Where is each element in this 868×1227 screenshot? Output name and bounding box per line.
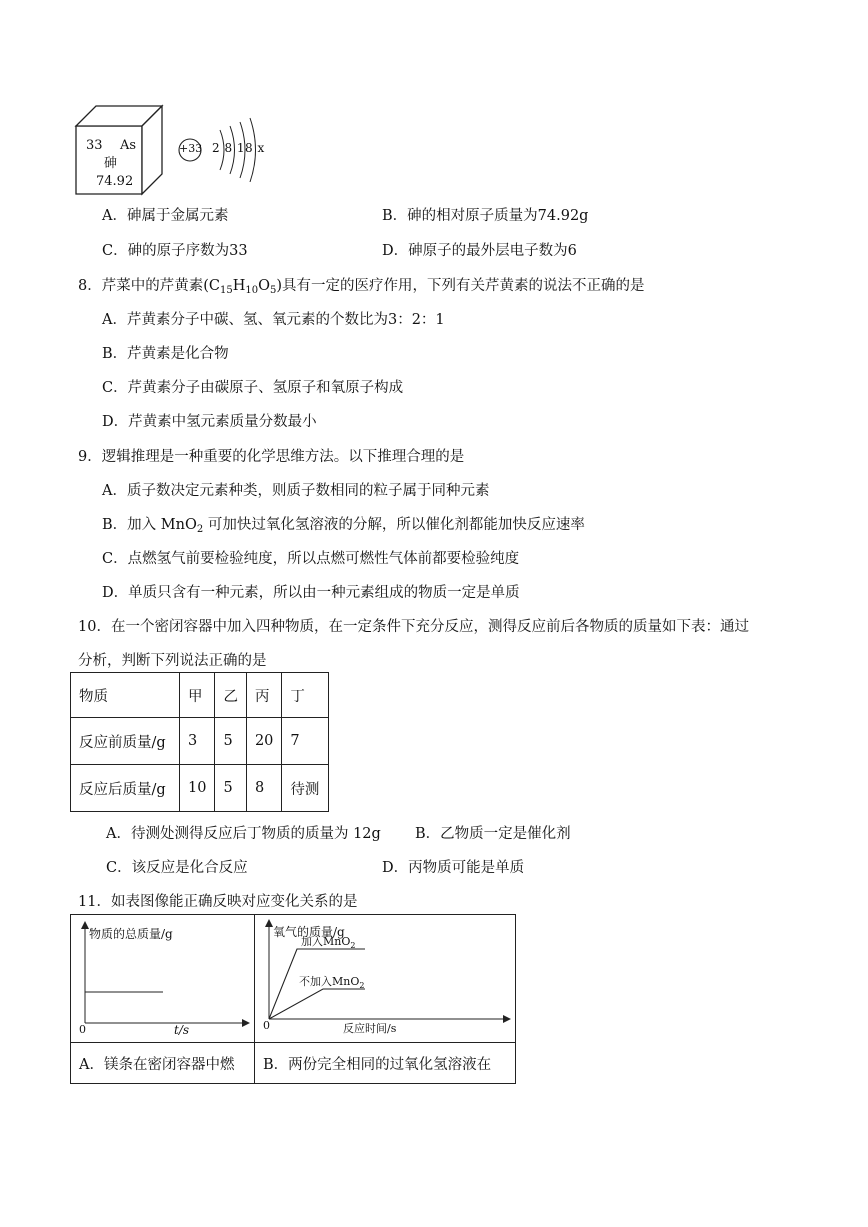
graph-b-label-without-mno2-sub: 2 xyxy=(359,981,365,990)
q9-stem: 9．逻辑推理是一种重要的化学思维方法。以下推理合理的是 xyxy=(78,449,465,465)
q10-option-b: B．乙物质一定是催化剂 xyxy=(415,826,571,842)
table-cell: 3 xyxy=(180,718,215,765)
q8-option-c: C．芹黄素分子由碳原子、氢原子和氧原子构成 xyxy=(102,380,404,396)
table-header-cell: 甲 xyxy=(180,673,215,718)
q10-option-d: D．丙物质可能是单质 xyxy=(382,860,525,876)
q8-option-b: B．芹黄素是化合物 xyxy=(102,346,229,362)
q9-option-b-sub: 2 xyxy=(196,524,204,535)
mass-table xyxy=(70,672,329,812)
table-cell: 8 xyxy=(246,765,281,812)
shell-electrons: 2 8 18 x xyxy=(212,141,265,155)
q8-sub-h: 10 xyxy=(245,285,259,296)
q9-option-a: A．质子数决定元素种类，则质子数相同的粒子属于同种元素 xyxy=(102,483,490,499)
q7-option-a: A．砷属于金属元素 xyxy=(102,208,229,224)
graph-a-origin: 0 xyxy=(79,1023,86,1036)
table-cell: 5 xyxy=(215,765,247,812)
graph-a-xlabel: t/s xyxy=(174,1023,190,1037)
table-header-cell: 物质 xyxy=(71,673,180,718)
q10-stem-line1: 10．在一个密闭容器中加入四种物质，在一定条件下充分反应，测得反应前后各物质的质量如下表：通过 xyxy=(78,619,749,635)
q8-option-a: A．芹黄素分子中碳、氢、氧元素的个数比为3：2：1 xyxy=(102,312,445,328)
q10-stem-line2: 分析，判断下列说法正确的是 xyxy=(78,653,267,669)
graph-b-label-with-mno2-sub: 2 xyxy=(350,941,356,950)
table-row xyxy=(71,765,329,812)
graph-b-line-without-mno2 xyxy=(269,989,365,1019)
table-header-cell: 乙 xyxy=(215,673,247,718)
q11-graph-table xyxy=(70,914,516,1084)
q11-stem: 11．如表图像能正确反映对应变化关系的是 xyxy=(78,894,358,910)
q7-option-b: B．砷的相对原子质量为74.92g xyxy=(382,208,589,224)
table-cell: 反应后质量/g xyxy=(71,765,180,812)
q9-option-d: D．单质只含有一种元素，所以由一种元素组成的物质一定是单质 xyxy=(102,585,520,601)
table-header-cell: 丙 xyxy=(246,673,281,718)
table-header-cell: 丁 xyxy=(282,673,329,718)
element-card xyxy=(74,104,164,196)
table-cell: 10 xyxy=(180,765,215,812)
graph-b-caption: B．两份完全相同的过氧化氢溶液在 xyxy=(255,1043,516,1084)
graph-a-caption: A．镁条在密闭容器中燃 xyxy=(71,1043,255,1084)
graph-row xyxy=(71,915,516,1043)
q9-option-c: C．点燃氢气前要检验纯度，所以点燃可燃性气体前都要检验纯度 xyxy=(102,551,520,567)
q7-option-c: C．砷的原子序数为33 xyxy=(102,243,248,259)
q8-sub-o: 5 xyxy=(270,285,277,296)
q9-option-b-prefix: B．加入 MnO xyxy=(102,517,197,533)
table-cell: 7 xyxy=(282,718,329,765)
graph-b-cell xyxy=(255,915,516,1043)
nucleus-charge: +33 xyxy=(179,142,203,155)
table-row xyxy=(71,718,329,765)
q8-stem-prefix: 8．芹菜中的芹黄素(C xyxy=(78,278,220,294)
caption-row xyxy=(71,1043,516,1084)
element-name: 砷 xyxy=(104,156,118,171)
atomic-mass: 74.92 xyxy=(96,174,134,189)
q7-option-d: D．砷原子的最外层电子数为6 xyxy=(382,243,577,259)
q8-o: O xyxy=(258,278,270,294)
graph-b-origin: 0 xyxy=(263,1019,270,1032)
graph-b-label-with-mno2 xyxy=(301,933,355,950)
graph-a-ylabel: 物质的总质量/g xyxy=(89,927,173,941)
element-symbol: As xyxy=(120,138,137,153)
q9-option-b-suffix: 可加快过氧化氢溶液的分解，所以催化剂都能加快反应速率 xyxy=(203,517,585,533)
graph-b-xlabel: 反应时间/s xyxy=(343,1022,397,1035)
q8-stem xyxy=(78,274,645,296)
graph-a-cell xyxy=(71,915,255,1043)
graph-b-label-with-mno2-text: 加入MnO xyxy=(301,935,351,948)
graph-b-label-without-mno2 xyxy=(299,973,364,990)
q8-stem-suffix: )具有一定的医疗作用，下列有关芹黄素的说法不正确的是 xyxy=(276,278,645,294)
table-cell: 反应前质量/g xyxy=(71,718,180,765)
q8-sub-c: 15 xyxy=(219,285,233,296)
table-cell: 待测 xyxy=(282,765,329,812)
q10-option-a: A．待测处测得反应后丁物质的质量为 12g xyxy=(106,826,381,842)
q8-option-d: D．芹黄素中氢元素质量分数最小 xyxy=(102,414,317,430)
table-header-row xyxy=(71,673,329,718)
atomic-number: 33 xyxy=(86,138,103,153)
table-cell: 5 xyxy=(215,718,247,765)
q10-option-c: C．该反应是化合反应 xyxy=(106,860,248,876)
q8-h: H xyxy=(232,278,246,294)
graph-b-ylabel: 氧气的质量/g xyxy=(273,925,345,939)
atom-structure-diagram xyxy=(176,112,276,182)
table-cell: 20 xyxy=(246,718,281,765)
q9-option-b xyxy=(102,513,585,535)
graph-b-label-without-mno2-text: 不加入MnO xyxy=(299,975,360,988)
